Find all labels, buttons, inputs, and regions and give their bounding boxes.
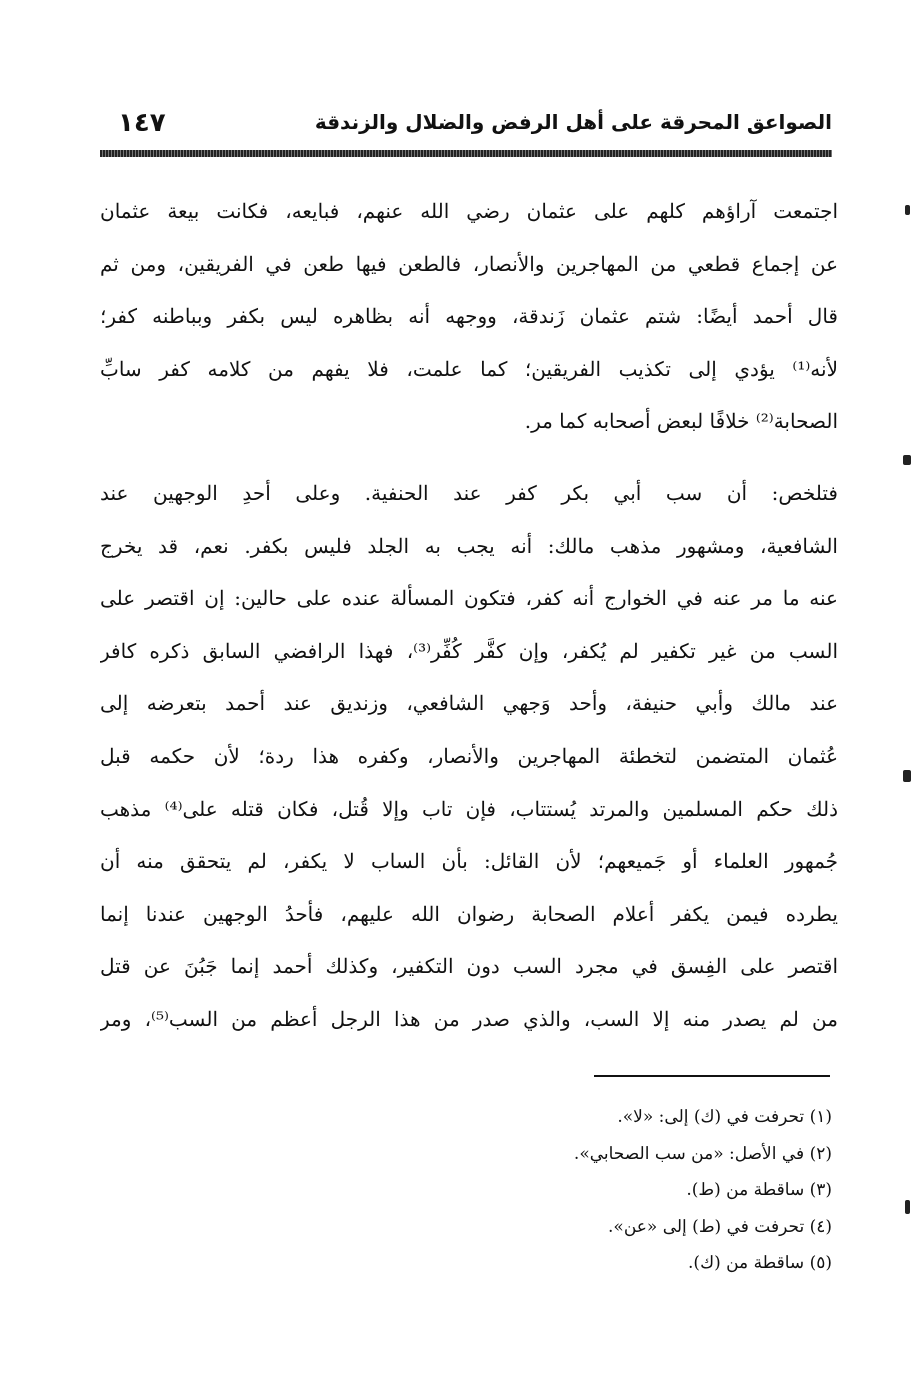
footnote: (٣) ساقطة من (ط). bbox=[686, 1180, 832, 1200]
header-rule bbox=[100, 150, 832, 157]
paragraph bbox=[100, 467, 838, 1046]
text-line: قال أحمد أيضًا: شتم عثمان زَندقة، ووجهه أنه بظاهره ليس بكفر وبباطنه كفر؛ bbox=[100, 304, 838, 329]
text-line: الشافعية، ومشهور مذهب مالك: أنه يجب به الجلد فليس بكفر. نعم، قد يخرج bbox=[100, 533, 838, 558]
text-line: فتلخص: أن سب أبي بكر كفر عند الحنفية. وعلى أحدِ الوجهين عند bbox=[100, 480, 838, 505]
footnote: (١) تحرفت في (ك) إلى: «لا». bbox=[617, 1107, 832, 1127]
text-line: الصحابة⁽²⁾ خلافًا لبعض أصحابه كما مر. bbox=[524, 409, 838, 434]
footnotes bbox=[400, 1099, 832, 1282]
footnote: (٤) تحرفت في (ط) إلى «عن». bbox=[608, 1216, 832, 1237]
scan-margin-mark bbox=[905, 205, 910, 215]
scan-margin-mark bbox=[905, 1200, 910, 1214]
running-title: الصواعق المحرقة على أهل الرفض والضلال والزندقة bbox=[314, 110, 832, 134]
footnote: (٥) ساقطة من (ك). bbox=[688, 1253, 832, 1273]
scan-margin-mark bbox=[903, 455, 911, 465]
text-line: يطرده فيمن يكفر أعلام الصحابة رضوان الله عليهم، فأحدُ الوجهين عندنا إنما bbox=[100, 901, 838, 926]
page-header bbox=[100, 108, 832, 148]
paragraph bbox=[100, 185, 838, 448]
scan-margin-mark bbox=[903, 770, 911, 782]
text-line: ذلك حكم المسلمين والمرتد يُستتاب، فإن تاب وإلا قُتل، فكان قتله على⁽⁴⁾ مذهب bbox=[100, 796, 838, 821]
text-line: اقتصر على الفِسق في مجرد السب دون التكفير، وكذلك أحمد إنما جَبُنَ عن قتل bbox=[100, 954, 838, 979]
text-line: عند مالك وأبي حنيفة، وأحد وَجهي الشافعي، وزنديق عند أحمد بتعرضه إلى bbox=[100, 691, 838, 716]
page-number: ١٤٧ bbox=[118, 108, 166, 138]
text-line: عن إجماع قطعي من المهاجرين والأنصار، فالطعن فيها طعن في الفريقين، ومن ثم bbox=[100, 251, 838, 276]
text-line: اجتمعت آراؤهم كلهم على عثمان رضي الله عنهم، فبايعه، فكانت بيعة عثمان bbox=[100, 199, 838, 223]
main-text bbox=[100, 185, 838, 1046]
text-line: عُثمان المتضمن لتخطئة المهاجرين والأنصار، وكفره هذا ردة؛ لأن حكمه قبل bbox=[100, 743, 838, 768]
text-line: عنه ما مر عنه في الخوارج أنه كفر، فتكون المسألة عنده على حالين: إن اقتصر على bbox=[100, 586, 838, 611]
text-line: من لم يصدر منه إلا السب، والذي صدر من هذا الرجل أعظم من السب⁽⁵⁾، ومر bbox=[100, 1006, 838, 1031]
text-line: لأنه⁽¹⁾ يؤدي إلى تكذيب الفريقين؛ كما علمت، فلا يفهم من كلامه كفر سابِّ bbox=[100, 356, 838, 381]
text-line: السب من غير تكفير لم يُكفر، وإن كفَّر كُفِّر⁽³⁾، فهذا الرافضي السابق ذكره كافر bbox=[100, 638, 838, 663]
text-line: جُمهور العلماء أو جَميعهم؛ لأن القائل: بأن الساب لا يكفر، لم يتحقق منه أن bbox=[100, 849, 838, 874]
footnote-separator bbox=[594, 1075, 830, 1077]
footnote: (٢) في الأصل: «من سب الصحابي». bbox=[573, 1143, 832, 1164]
